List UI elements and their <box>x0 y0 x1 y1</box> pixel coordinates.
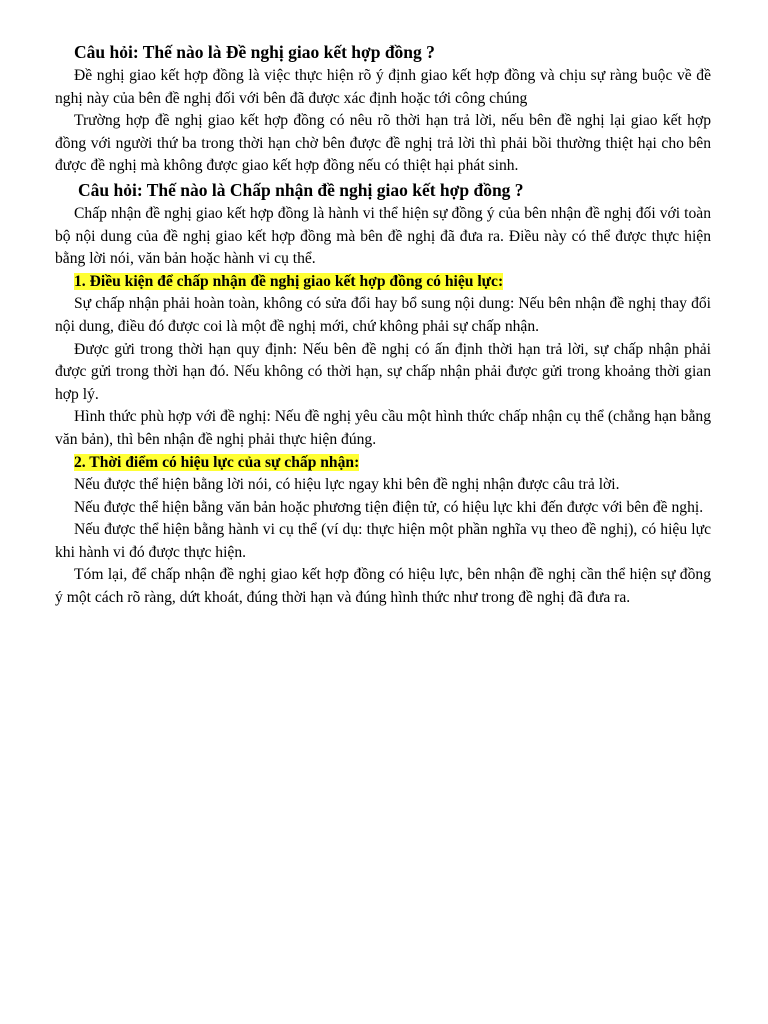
paragraph-effective-written: Nếu được thể hiện bằng văn bản hoặc phương tiện điện tử, có hiệu lực khi đến được với bên đề nghị. <box>74 498 704 516</box>
subheading-conditions <box>55 271 711 294</box>
paragraph-condition-deadline: Được gửi trong thời hạn quy định: Nếu bên đề nghị có ấn định thời hạn trả lời, sự chấp nhận phải được gửi trong thời hạn đó. Nếu không có thời hạn, sự chấp nhận phải được gửi trong khoảng thời gian hợp lý. <box>55 340 711 403</box>
paragraph-condition-complete: Sự chấp nhận phải hoàn toàn, không có sửa đổi hay bổ sung nội dung: Nếu bên nhận đề nghị thay đổi nội dung, điều đó được coi là một đề nghị mới, chứ không phải sự chấp nhận. <box>55 295 711 335</box>
document-page <box>55 40 711 610</box>
question-title-acceptance: Câu hỏi: Thế nào là Chấp nhận đề nghị giao kết hợp đồng ? <box>78 179 524 200</box>
paragraph-condition-form: Hình thức phù hợp với đề nghị: Nếu đề nghị yêu cầu một hình thức chấp nhận cụ thể (chẳng hạn bằng văn bản), thì bên nhận đề nghị phải thực hiện đúng. <box>55 408 711 448</box>
paragraph-acceptance-definition: Chấp nhận đề nghị giao kết hợp đồng là hành vi thể hiện sự đồng ý của bên nhận đề nghị đối với toàn bộ nội dung của đề nghị giao kết hợp đồng mà bên đề nghị đã đưa ra. Điều này có thể được thực hiện bằng lời nói, văn bản hoặc hành vi cụ thể. <box>55 204 711 268</box>
subheading-effective-time <box>55 452 711 475</box>
highlighted-heading-conditions: 1. Điều kiện để chấp nhận đề nghị giao kết hợp đồng có hiệu lực: <box>74 272 504 290</box>
paragraph-summary: Tóm lại, để chấp nhận đề nghị giao kết hợp đồng có hiệu lực, bên nhận đề nghị cần thể hiện sự đồng ý một cách rõ ràng, dứt khoát, đúng thời hạn và đúng hình thức như trong đề nghị đã đưa ra. <box>55 566 711 607</box>
question-title-offer: Câu hỏi: Thế nào là Đề nghị giao kết hợp đồng ? <box>74 42 435 62</box>
paragraph-offer-definition: Đề nghị giao kết hợp đồng là việc thực hiện rõ ý định giao kết hợp đồng và chịu sự ràng buộc về đề nghị này của bên đề nghị đối với bên đã được xác định hoặc tới công chúng <box>55 67 711 107</box>
paragraph-effective-verbal: Nếu được thể hiện bằng lời nói, có hiệu lực ngay khi bên đề nghị nhận được câu trả lời. <box>74 476 620 494</box>
paragraph-effective-action: Nếu được thể hiện bằng hành vi cụ thể (ví dụ: thực hiện một phần nghĩa vụ theo đề nghị), có hiệu lực khi hành vi đó được thực hiện. <box>55 521 711 561</box>
highlighted-heading-effective-time: 2. Thời điểm có hiệu lực của sự chấp nhận: <box>74 453 360 471</box>
paragraph-offer-deadline: Trường hợp đề nghị giao kết hợp đồng có nêu rõ thời hạn trả lời, nếu bên đề nghị lại giao kết hợp đồng với người thứ ba trong thời hạn chờ bên được đề nghị trả lời thì phải bồi thường thiệt hại cho bên được đề nghị mà không được giao kết hợp đồng nếu có thiệt hại phát sinh. <box>55 112 711 175</box>
